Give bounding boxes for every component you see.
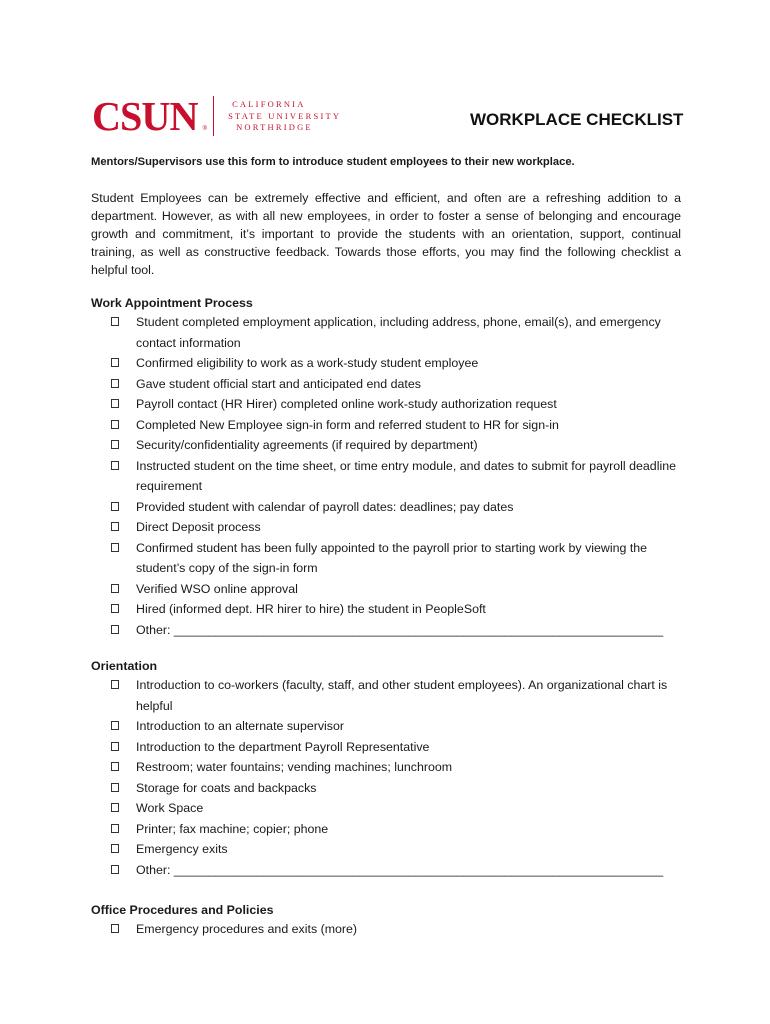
- checklist-item: [91, 919, 676, 940]
- section-title: Office Procedures and Policies: [91, 903, 274, 917]
- checklist-item: [91, 860, 676, 881]
- logo-line: CALIFORNIA: [232, 99, 306, 109]
- checklist-item-label: Provided student with calendar of payroll dates: deadlines; pay dates: [136, 499, 514, 514]
- checklist-item: [91, 778, 676, 799]
- checkbox[interactable]: [111, 543, 119, 552]
- checklist-item-label: Storage for coats and backpacks: [136, 780, 317, 795]
- checklist-item-label: Introduction to co-workers (faculty, staff, and other student employees). An organizational chart is helpful: [136, 678, 668, 713]
- logo-divider: [213, 96, 214, 136]
- checkbox[interactable]: [111, 865, 119, 874]
- checklist-item: [91, 435, 676, 456]
- checklist-item-label: Confirmed eligibility to work as a work-study student employee: [136, 356, 479, 370]
- checklist-item: [91, 374, 676, 395]
- checkbox[interactable]: [111, 924, 119, 933]
- logo-wordmark: CSUN: [92, 93, 198, 139]
- checklist-item: [91, 538, 676, 579]
- checkbox[interactable]: [111, 844, 119, 853]
- checkbox[interactable]: [111, 317, 119, 326]
- checklist-item-label: Other: _______________________________________________________________________: [136, 622, 664, 637]
- csun-logo: [92, 93, 342, 140]
- checkbox[interactable]: [111, 440, 119, 449]
- logo-university-name: [228, 99, 341, 134]
- checklist-item: [91, 415, 676, 436]
- checklist-item: [91, 599, 676, 620]
- checklist-item-label: Emergency procedures and exits (more): [136, 922, 358, 936]
- checklist-item-label: Other: _______________________________________________________________________: [136, 862, 664, 877]
- checklist-item: [91, 620, 676, 641]
- checklist-item-label: Verified WSO online approval: [136, 581, 298, 596]
- checklist-item-label: Direct Deposit process: [136, 520, 261, 534]
- checklist-item-label: Printer; fax machine; copier; phone: [136, 821, 329, 836]
- checklist-item: [91, 517, 676, 538]
- checkbox[interactable]: [111, 742, 119, 751]
- section-title: Orientation: [91, 659, 158, 673]
- checklist-item: [91, 757, 676, 778]
- checkbox[interactable]: [111, 721, 119, 730]
- logo-line: NORTHRIDGE: [236, 122, 313, 132]
- checkbox[interactable]: [111, 522, 119, 531]
- checklist-item: [91, 737, 676, 758]
- checkbox[interactable]: [111, 824, 119, 833]
- checklist-item: [91, 394, 676, 415]
- intro-paragraph: Student Employees can be extremely effective and efficient, and often are a refreshing addition to a department. However, as with all new employees, in order to foster a sense of belonging and encourage growth and commitment, it’s important to provide the students with an orientation, support, continual training, as well as constructive feedback. Towards those efforts, you may find the following checklist a helpful tool.: [91, 191, 681, 277]
- checkbox[interactable]: [111, 604, 119, 613]
- checklist-item: [91, 456, 676, 497]
- section-office-procedures: [91, 901, 691, 940]
- checklist-item: [91, 716, 676, 737]
- checklist: [91, 675, 691, 880]
- checklist-item-label: Restroom; water fountains; vending machines; lunchroom: [136, 760, 453, 774]
- checklist-item-label: Instructed student on the time sheet, or time entry module, and dates to submit for payroll deadline requirement: [136, 458, 676, 493]
- checklist-item: [91, 353, 676, 374]
- checkbox[interactable]: [111, 358, 119, 367]
- checkbox[interactable]: [111, 584, 119, 593]
- checklist: [91, 312, 691, 640]
- checklist-item: [91, 798, 676, 819]
- checkbox[interactable]: [111, 803, 119, 812]
- checklist-item-label: Work Space: [136, 801, 204, 815]
- section-title: Work Appointment Process: [91, 296, 253, 310]
- checklist-item: [91, 675, 676, 716]
- section-orientation: [91, 657, 691, 880]
- checklist-item: [91, 312, 676, 353]
- checkbox[interactable]: [111, 379, 119, 388]
- checklist-item-label: Hired (informed dept. HR hirer to hire) the student in PeopleSoft: [136, 602, 486, 616]
- checklist-item-label: Completed New Employee sign-in form and referred student to HR for sign-in: [136, 417, 559, 432]
- checklist-item-label: Introduction to the department Payroll Representative: [136, 739, 430, 754]
- checkbox[interactable]: [111, 625, 119, 634]
- checklist-item-label: Introduction to an alternate supervisor: [136, 719, 345, 733]
- checkbox[interactable]: [111, 461, 119, 470]
- logo-trademark: ®: [202, 126, 208, 132]
- checklist-item-label: Confirmed student has been fully appointed to the payroll prior to starting work by viewing the student’s copy of the sign-in form: [136, 540, 648, 575]
- checkbox[interactable]: [111, 680, 119, 689]
- checkbox[interactable]: [111, 420, 119, 429]
- logo-line: STATE UNIVERSITY: [228, 110, 342, 121]
- checkbox[interactable]: [111, 762, 119, 771]
- checklist-item-label: Gave student official start and anticipated end dates: [136, 376, 421, 391]
- checklist-item: [91, 579, 676, 600]
- checklist-item-label: Payroll contact (HR Hirer) completed online work-study authorization request: [136, 397, 557, 411]
- checklist-item: [91, 819, 676, 840]
- checklist-item: [91, 839, 676, 860]
- checklist-item: [91, 497, 676, 518]
- checkbox[interactable]: [111, 783, 119, 792]
- checkbox[interactable]: [111, 502, 119, 511]
- intro-instruction: Mentors/Supervisors use this form to introduce student employees to their new workplace.: [91, 156, 575, 168]
- checklist: [91, 919, 691, 940]
- document-title: WORKPLACE CHECKLIST: [470, 110, 684, 129]
- section-work-appointment: [91, 294, 691, 640]
- checkbox[interactable]: [111, 399, 119, 408]
- checklist-item-label: Security/confidentiality agreements (if required by department): [136, 438, 478, 452]
- checklist-item-label: Emergency exits: [136, 842, 228, 856]
- checklist-item-label: Student completed employment application, including address, phone, email(s), and emergency contact information: [136, 315, 661, 350]
